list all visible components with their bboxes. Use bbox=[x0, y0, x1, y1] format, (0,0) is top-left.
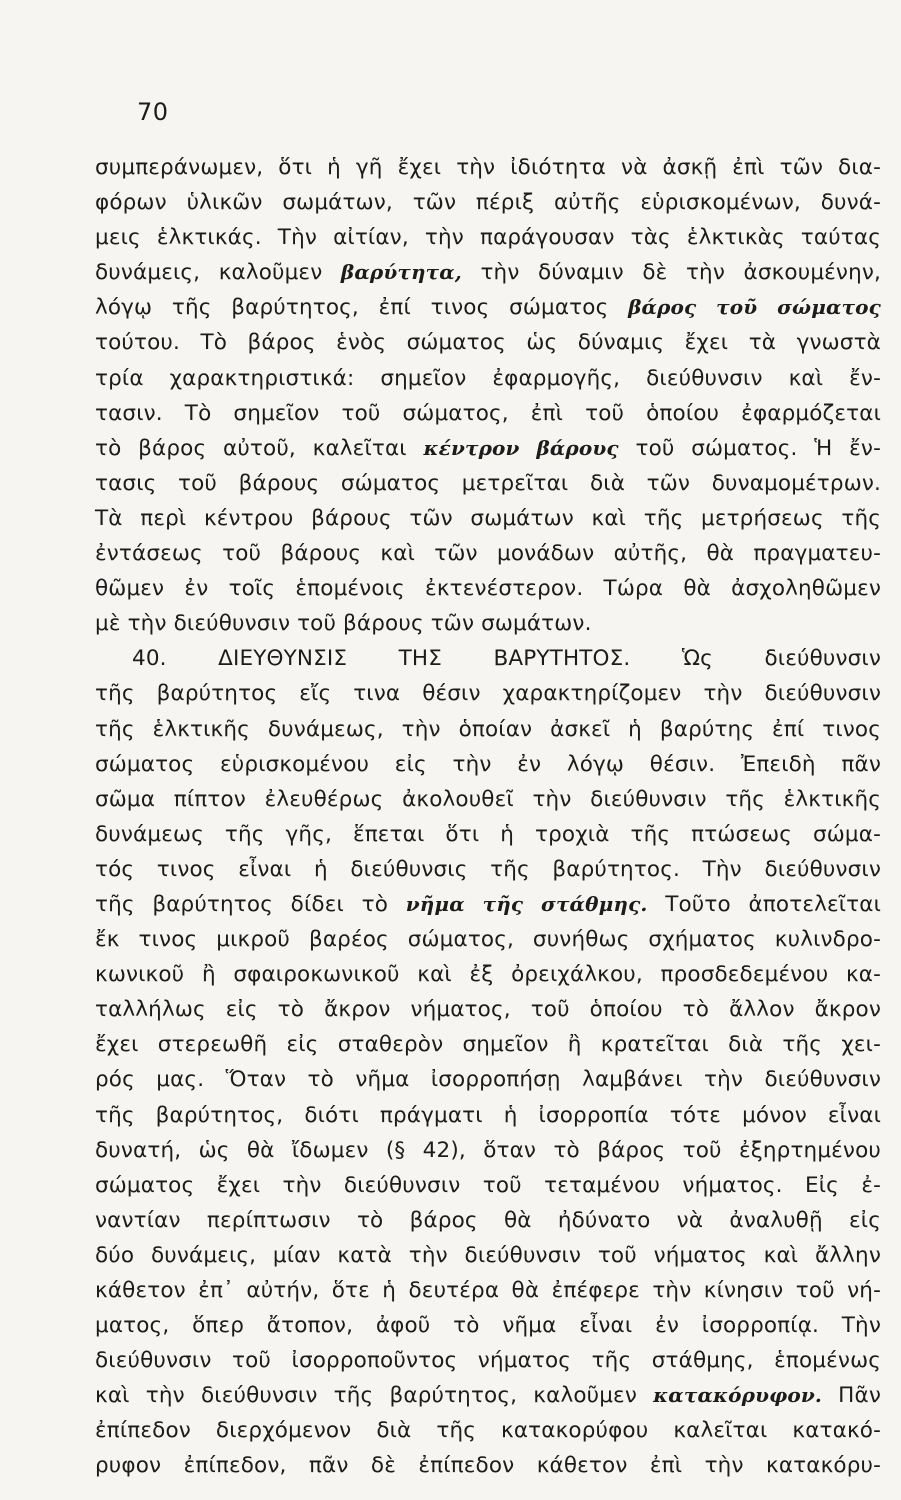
text-segment: καὶ τὴν διεύθυνσιν τῆς βαρύτητος, καλοῦμεν bbox=[95, 1383, 654, 1409]
text-segment: συμπεράνωμεν, ὅτι ἡ γῆ ἔχει τὴν ἰδιότητα νὰ ἀσκῇ ἐπὶ τῶν δια- bbox=[95, 155, 881, 180]
text-segment: ἔκ τινος μικροῦ βαρέος σώματος, συνήθως σχήματος κυλινδρο- bbox=[95, 927, 881, 953]
text-segment: ἔχει στερεωθῆ εἰς σταθερὸν σημεῖον ἢ κρατεῖται διὰ τῆς χει- bbox=[95, 1032, 881, 1058]
text-segment: ρυφον ἐπίπεδον, πᾶν δὲ ἐπίπεδον κάθετον ἐπὶ τὴν κατακόρυ- bbox=[95, 1453, 881, 1479]
text-segment: τασιν. Τὸ σημεῖον τοῦ σώματος, ἐπὶ τοῦ ὁποίου ἐφαρμόζεται bbox=[95, 400, 881, 426]
text-segment: κωνικοῦ ἢ σφαιροκωνικοῦ καὶ ἐξ ὀρειχάλκου, προσδεδεμένου κα- bbox=[95, 962, 881, 988]
text-segment: δυνάμεως τῆς γῆς, ἕπεται ὅτι ἡ τροχιὰ τῆς πτώσεως σώμα- bbox=[95, 821, 881, 847]
text-line bbox=[95, 396, 881, 431]
text-line bbox=[95, 887, 881, 922]
text-segment: ἐντάσεως τοῦ βάρους καὶ τῶν μονάδων αὐτῆς, θὰ πραγματευ- bbox=[95, 541, 881, 567]
text-segment: μεις ἑλκτικάς. Τὴν αἰτίαν, τὴν παράγουσαν τὰς ἑλκτικὰς ταύτας bbox=[95, 225, 881, 251]
text-segment: φόρων ὑλικῶν σωμάτων, τῶν πέριξ αὐτῆς εὑρισκομένων, δυνά- bbox=[95, 190, 881, 216]
text-line bbox=[95, 747, 881, 782]
text-segment: ἐπίπεδον διερχόμενον διὰ τῆς κατακορύφου καλεῖται κατακό- bbox=[95, 1418, 881, 1444]
text-segment: τὸ βάρος αὐτοῦ, καλεῖται bbox=[95, 435, 424, 461]
text-segment: ναντίαν περίπτωσιν τὸ βάρος θὰ ἠδύνατο νὰ ἀναλυθῇ εἰς bbox=[95, 1207, 881, 1233]
emphasized-term: βαρύτητα, bbox=[340, 260, 462, 285]
text-line bbox=[95, 325, 881, 360]
text-segment: λόγῳ τῆς βαρύτητος, ἐπί τινος σώματος bbox=[95, 295, 629, 321]
emphasized-term: βάρος τοῦ σώματος bbox=[628, 295, 881, 320]
text-line bbox=[95, 1133, 881, 1168]
text-segment: θῶμεν ἐν τοῖς ἑπομένοις ἐκτενέστερον. Τώρα θὰ ἀσχοληθῶμεν bbox=[95, 576, 881, 602]
text-segment: δυνάμεις, καλοῦμεν bbox=[95, 260, 341, 286]
text-segment: ρός μας. Ὅταν τὸ νῆμα ἰσορροπήσῃ λαμβάνει τὴν διεύθυνσιν bbox=[95, 1067, 881, 1093]
text-line bbox=[95, 431, 881, 466]
text-segment: τῆς βαρύτητος δίδει τὸ bbox=[95, 891, 406, 917]
text-line bbox=[95, 782, 881, 817]
emphasized-term: κέντρον βάρους bbox=[423, 435, 619, 460]
text-line bbox=[95, 1448, 881, 1483]
text-segment: τοῦ σώματος. Ἡ ἔν- bbox=[618, 435, 881, 461]
text-segment: ματος, ὅπερ ἄτοπον, ἀφοῦ τὸ νῆμα εἶναι ἐν ἰσορροπίᾳ. Τὴν bbox=[95, 1313, 881, 1339]
text-line bbox=[95, 957, 881, 992]
text-segment: μὲ τὴν διεύθυνσιν τοῦ βάρους τῶν σωμάτων. bbox=[95, 611, 592, 637]
text-segment: Τοῦτο ἀποτελεῖται bbox=[647, 891, 881, 917]
text-segment: δύο δυνάμεις, μίαν κατὰ τὴν διεύθυνσιν τοῦ νήματος καὶ ἄλλην bbox=[95, 1242, 881, 1268]
text-line bbox=[95, 1168, 881, 1203]
text-segment: σώματος εὑρισκομένου εἰς τὴν ἐν λόγῳ θέσιν. Ἐπειδὴ πᾶν bbox=[95, 751, 881, 777]
text-line bbox=[95, 185, 881, 220]
text-line bbox=[95, 922, 881, 957]
text-segment: Πᾶν bbox=[821, 1383, 881, 1409]
text-line bbox=[95, 1238, 881, 1273]
text-line bbox=[95, 641, 881, 676]
text-line bbox=[95, 1308, 881, 1343]
text-segment: τούτου. Τὸ βάρος ἑνὸς σώματος ὡς δύναμις ἔχει τὰ γνωστὰ bbox=[95, 330, 881, 356]
text-line bbox=[95, 817, 881, 852]
text-segment: δυνατή, ὡς θὰ ἴδωμεν (§ 42), ὅταν τὸ βάρος τοῦ ἐξηρτημένου bbox=[95, 1137, 881, 1163]
text-line bbox=[95, 1413, 881, 1448]
text-segment: τρία χαρακτηριστικά: σημεῖον ἐφαρμογῆς, διεύθυνσιν καὶ ἔν- bbox=[95, 365, 881, 391]
text-segment: κάθετον ἐπ᾽ αὐτήν, ὅτε ἡ δευτέρα θὰ ἐπέφερε τὴν κίνησιν τοῦ νή- bbox=[95, 1278, 881, 1303]
text-line bbox=[95, 150, 881, 185]
text-segment: Τὰ περὶ κέντρου βάρους τῶν σωμάτων καὶ τῆς μετρήσεως τῆς bbox=[95, 505, 881, 531]
text-line bbox=[95, 992, 881, 1027]
text-segment: 40. ΔΙΕΥΘΥΝΣΙΣ ΤΗΣ ΒΑΡΥΤΗΤΟΣ. Ὡς διεύθυνσιν bbox=[132, 646, 881, 672]
emphasized-term: νῆμα τῆς στάθμης. bbox=[405, 891, 648, 916]
text-line bbox=[95, 255, 881, 290]
text-line bbox=[95, 466, 881, 501]
page-number: 70 bbox=[137, 98, 169, 126]
text-segment: τῆς ἑλκτικῆς δυνάμεως, τὴν ὁποίαν ἀσκεῖ ἡ βαρύτης ἐπί τινος bbox=[95, 716, 881, 742]
text-line bbox=[95, 361, 881, 396]
text-line bbox=[95, 1027, 881, 1062]
text-line bbox=[95, 676, 881, 711]
text-line bbox=[95, 1378, 881, 1413]
text-line bbox=[95, 571, 881, 606]
emphasized-term: κατακόρυφον. bbox=[653, 1383, 822, 1408]
text-line bbox=[95, 1098, 881, 1133]
text-segment: τῆς βαρύτητος, διότι πράγματι ἡ ἰσορροπία τότε μόνον εἶναι bbox=[95, 1102, 881, 1128]
text-segment: τός τινος εἶναι ἡ διεύθυνσις τῆς βαρύτητος. Τὴν διεύθυνσιν bbox=[95, 856, 881, 882]
text-line bbox=[95, 1273, 881, 1308]
text-segment: διεύθυνσιν τοῦ ἰσορροποῦντος νήματος τῆς στάθμης, ἑπομένως bbox=[95, 1348, 881, 1374]
text-line bbox=[95, 1062, 881, 1097]
text-line bbox=[95, 852, 881, 887]
text-segment: τὴν δύναμιν δὲ τὴν ἀσκουμένην, bbox=[461, 260, 882, 286]
text-line bbox=[95, 290, 881, 325]
text-line bbox=[95, 1203, 881, 1238]
text-segment: ταλλήλως εἰς τὸ ἄκρον νήματος, τοῦ ὁποίου τὸ ἄλλον ἄκρον bbox=[95, 997, 881, 1023]
text-line bbox=[95, 712, 881, 747]
text-segment: σώματος ἔχει τὴν διεύθυνσιν τοῦ τεταμένου νήματος. Εἰς ἐ- bbox=[95, 1172, 881, 1198]
text-segment: τῆς βαρύτητος εἴς τινα θέσιν χαρακτηρίζομεν τὴν διεύθυνσιν bbox=[95, 681, 881, 707]
body-text bbox=[95, 150, 881, 1484]
text-line bbox=[95, 606, 881, 641]
text-segment: σῶμα πίπτον ἐλευθέρως ἀκολουθεῖ τὴν διεύθυνσιν τῆς ἑλκτικῆς bbox=[95, 786, 881, 812]
text-line bbox=[95, 220, 881, 255]
text-line bbox=[95, 501, 881, 536]
text-line bbox=[95, 536, 881, 571]
text-line bbox=[95, 1343, 881, 1378]
text-segment: τασις τοῦ βάρους σώματος μετρεῖται διὰ τῶν δυναμομέτρων. bbox=[95, 470, 881, 496]
